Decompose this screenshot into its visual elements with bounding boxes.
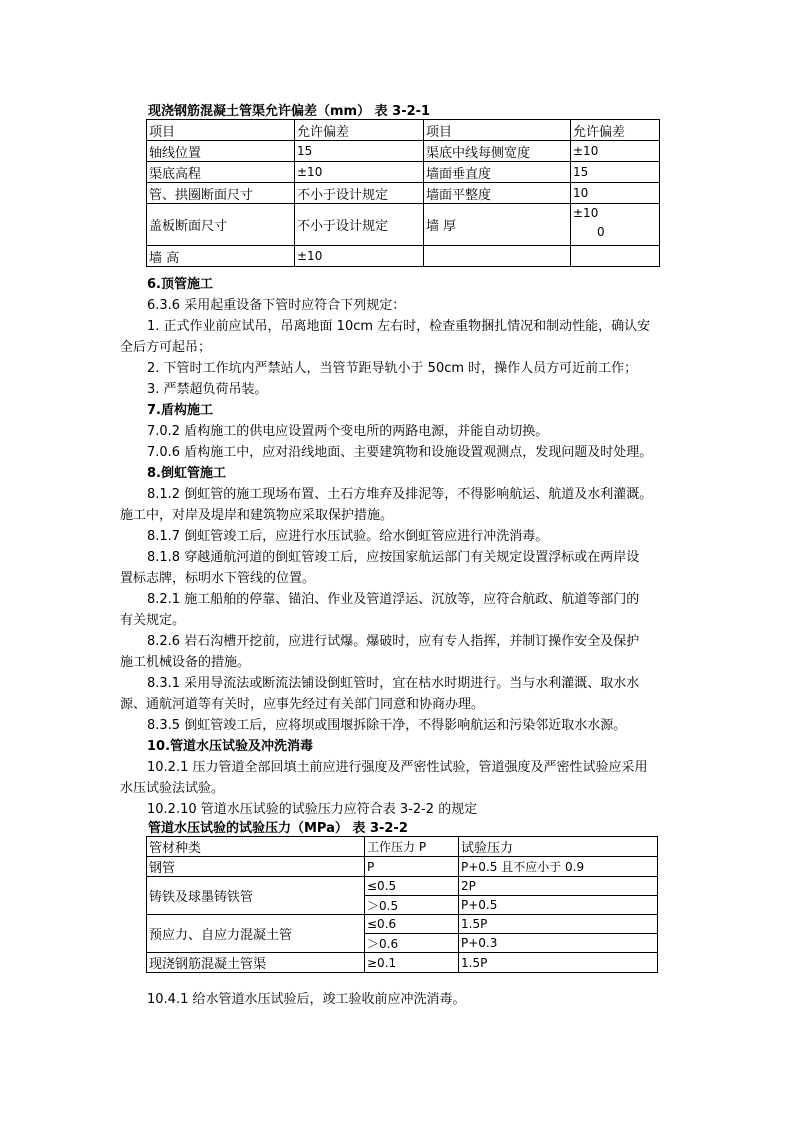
table-cell: 轴线位置	[147, 141, 295, 162]
table-cell: ±10	[571, 141, 660, 162]
paragraph: 7.0.6 盾构施工中，应对沿线地面、主要建筑物和设施设置观测点，发现问题及时处理。	[147, 445, 653, 460]
paragraph: 全后方可起吊；	[120, 340, 212, 355]
table-cell: P+0.3	[459, 934, 658, 953]
table-cell: 渠底中线每侧宽度	[424, 141, 571, 162]
table-row	[147, 141, 660, 162]
paragraph: 8.1.7 倒虹管竣工后，应进行水压试验。给水倒虹管应进行冲洗消毒。	[147, 529, 549, 544]
paragraph: 8.3.1 采用导流法或断流法铺设倒虹管时，宜在枯水时期进行。当与水利灌溉、取水水	[147, 676, 640, 691]
table2-caption: 管道水压试验的试验压力（MPa） 表 3-2-2	[148, 821, 408, 836]
table-cell: ≤0.6	[365, 915, 459, 934]
paragraph: 8.3.5 倒虹管竣工后，应将坝或围堰拆除干净，不得影响航运和污染邻近取水水源。	[147, 718, 627, 733]
tolerance-table	[146, 119, 660, 267]
table-cell: 钢管	[147, 857, 365, 877]
paragraph: 水压试验法试验。	[120, 781, 225, 796]
table-cell: 铸铁及球墨铸铁管	[147, 877, 365, 915]
table-cell	[424, 246, 571, 267]
table-cell: 1.5P	[459, 953, 658, 973]
section-heading: 6.顶管施工	[147, 277, 213, 292]
table-cell	[571, 204, 660, 246]
table-cell: 10	[571, 183, 660, 204]
table-cell: P+0.5	[459, 896, 658, 915]
paragraph: 6.3.6 采用起重设备下管时应符合下列规定：	[147, 298, 406, 313]
table-cell: 项目	[424, 120, 571, 141]
paragraph: 有关规定。	[120, 613, 186, 628]
table-cell: 允许偏差	[571, 120, 660, 141]
table-row	[147, 183, 660, 204]
table-row	[147, 915, 658, 934]
table-cell: 允许偏差	[295, 120, 424, 141]
table-cell: 墙面垂直度	[424, 162, 571, 183]
table-row	[147, 246, 660, 267]
paragraph: 1. 正式作业前应试吊，吊离地面 10cm 左右时，检查重物捆扎情况和制动性能，确认安	[147, 319, 651, 334]
table-cell: 墙 厚	[424, 204, 571, 246]
table-cell: 项目	[147, 120, 295, 141]
table-cell: 不小于设计规定	[295, 204, 424, 246]
table-cell: 现浇钢筋混凝土管渠	[147, 953, 365, 973]
table-cell: 预应力、自应力混凝土管	[147, 915, 365, 953]
table-row	[147, 162, 660, 183]
paragraph: 10.4.1 给水管道水压试验后，竣工验收前应冲洗消毒。	[147, 992, 466, 1007]
table-row	[147, 837, 658, 857]
table-cell: 墙面平整度	[424, 183, 571, 204]
table-cell: 15	[571, 162, 660, 183]
tolerance-value: ±10	[573, 206, 599, 220]
table-row	[147, 204, 660, 246]
section-heading: 7.盾构施工	[147, 403, 213, 418]
paragraph: 8.1.8 穿越通航河道的倒虹管竣工后，应按国家航运部门有关规定设置浮标或在两岸设	[147, 550, 640, 565]
section-heading: 10.管道水压试验及冲洗消毒	[147, 739, 314, 754]
table-cell: 管、拱圈断面尺寸	[147, 183, 295, 204]
tolerance-zero: 0	[597, 225, 605, 239]
table-cell: 1.5P	[459, 915, 658, 934]
table-cell: 15	[295, 141, 424, 162]
paragraph: 8.1.2 倒虹管的施工现场布置、土石方堆弃及排泥等，不得影响航运、航道及水利灌溉。	[147, 487, 653, 502]
table-cell: 墙 高	[147, 246, 295, 267]
table-cell: 2P	[459, 877, 658, 896]
table-row	[147, 953, 658, 973]
table-cell: P	[365, 857, 459, 877]
table-cell: ＞0.5	[365, 896, 459, 915]
table-cell: P+0.5 且不应小于 0.9	[459, 857, 658, 877]
table-cell	[571, 246, 660, 267]
table-row	[147, 857, 658, 877]
paragraph: 施工机械设备的措施。	[120, 655, 251, 670]
table-row	[147, 120, 660, 141]
paragraph: 源、通航河道等有关时，应事先经过有关部门同意和协商办理。	[120, 697, 485, 712]
paragraph: 3. 严禁超负荷吊装。	[147, 382, 268, 397]
paragraph: 10.2.10 管道水压试验的试验压力应符合表 3-2-2 的规定	[147, 802, 478, 817]
table-cell: 盖板断面尺寸	[147, 204, 295, 246]
paragraph: 施工中，对岸及堤岸和建筑物应采取保护措施。	[120, 508, 394, 523]
paragraph: 8.2.1 施工船舶的停靠、锚泊、作业及管道浮运、沉放等，应符合航政、航道等部门的	[147, 592, 640, 607]
table-cell: ≥0.1	[365, 953, 459, 973]
paragraph: 10.2.1 压力管道全部回填土前应进行强度及严密性试验，管道强度及严密性试验应采用	[147, 760, 648, 775]
table-cell: 管材种类	[147, 837, 365, 857]
table-cell: ≤0.5	[365, 877, 459, 896]
table-cell: ±10	[295, 162, 424, 183]
paragraph: 置标志牌，标明水下管线的位置。	[120, 571, 316, 586]
table1-caption: 现浇钢筋混凝土管渠允许偏差（mm） 表 3-2-1	[148, 104, 431, 119]
table-cell: 渠底高程	[147, 162, 295, 183]
pressure-table	[146, 836, 658, 973]
table-cell: ＞0.6	[365, 934, 459, 953]
table-cell: 不小于设计规定	[295, 183, 424, 204]
table-cell: 试验压力	[459, 837, 658, 857]
paragraph: 7.0.2 盾构施工的供电应设置两个变电所的两路电源，并能自动切换。	[147, 424, 549, 439]
paragraph: 2. 下管时工作坑内严禁站人，当管节距导轨小于 50cm 时，操作人员方可近前工作；	[147, 361, 638, 376]
table-row	[147, 877, 658, 896]
paragraph: 8.2.6 岩石沟槽开挖前，应进行试爆。爆破时，应有专人指挥，并制订操作安全及保护	[147, 634, 640, 649]
table-cell: 工作压力 P	[365, 837, 459, 857]
section-heading: 8.倒虹管施工	[147, 466, 226, 481]
table-cell: ±10	[295, 246, 424, 267]
